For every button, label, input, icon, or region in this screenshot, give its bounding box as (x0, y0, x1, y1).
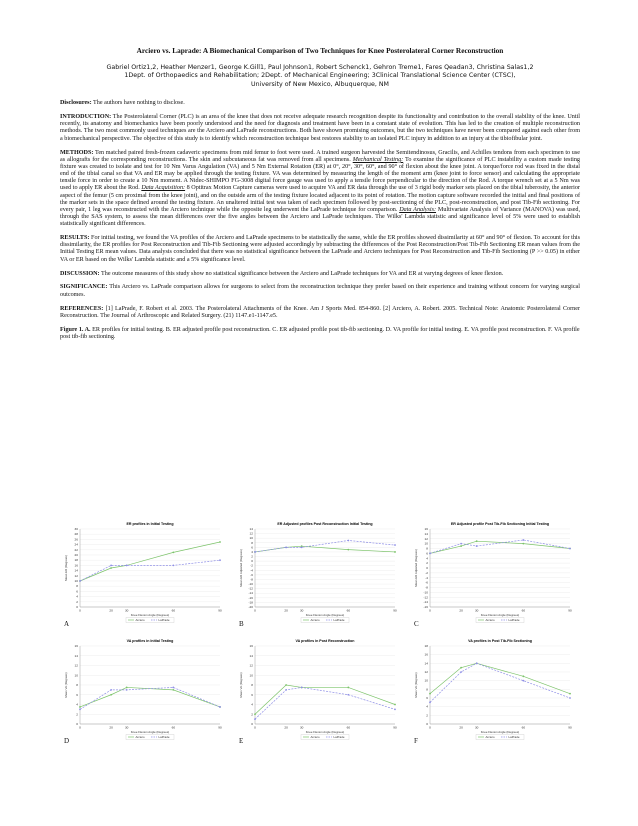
y-tick-label: -6 (425, 580, 428, 585)
series-line-laprade (430, 540, 570, 553)
chart-title: ER Adjusted profiles Post Reconstruction Initial Testing (277, 522, 373, 526)
data-point-arciero (394, 704, 396, 706)
y-tick-label: 10 (424, 541, 428, 546)
section-heading: DISCUSSION: (60, 270, 100, 277)
data-point-arciero (522, 675, 524, 677)
y-tick-label: 6 (426, 551, 428, 556)
legend-label: Arciero (310, 735, 320, 739)
chart-svg (235, 519, 405, 632)
significance-paragraph (60, 284, 580, 298)
x-tick-label: 60 (346, 608, 351, 613)
data-point-laprade (460, 671, 462, 673)
x-axis-label: Knee Flexion Angle (Degrees) (305, 613, 345, 617)
subheading-data-acquisition: Data Acquisition: (141, 185, 186, 192)
x-tick-label: 30 (124, 608, 129, 613)
y-tick-label: 12 (74, 573, 78, 578)
data-point-laprade (126, 565, 128, 567)
section-text: For initial testing, we found the VA profiles of the Arciero and LaPrade specimens to be statistically the same, while the ER profiles showed dissimilarity at 60° and 90° of flexion. To account for this dissimilarity, the ER profiles for Post Reconstruction and Tib-Fib Sectioning were adjusted accordingly by subtracting the differences of the Post Reconstruction/Post Tib-Fib Sectioning ER mean values from the Initial Testing ER mean values. Data analysis concluded that there was no statistical significance between the LaPrade and Arciero techniques for Post Reconstruction and Tib-Fib Sectioning (P >> 0.05) in either VA or ER based on the Wilks' Lambda statistic and a 5% significance level. (60, 235, 580, 263)
data-point-laprade (394, 544, 396, 546)
data-point-laprade (285, 689, 287, 691)
x-tick-label: 90 (568, 725, 572, 730)
data-point-laprade (110, 565, 112, 567)
y-tick-label: 14 (424, 531, 428, 536)
y-tick-label: 8 (251, 540, 253, 545)
section-heading: REFERENCES: (60, 305, 104, 312)
section-text: This Arciero vs. LaPrade comparison allows for surgeons to select from the reconstruction technique they prefer based on their experience and training without concern for varying surgical outcomes. (60, 284, 580, 298)
y-tick-label: 8 (76, 683, 78, 687)
data-point-laprade (522, 539, 524, 541)
data-point-laprade (429, 552, 431, 554)
x-tick-label: 90 (218, 608, 222, 613)
data-point-laprade (172, 565, 174, 567)
section-text: The authors have nothing to disclose. (91, 100, 185, 107)
chart-title: VA profiles in Initial Testing (126, 639, 174, 643)
data-point-arciero (460, 667, 462, 669)
paper-title: Arciero vs. Laprade: A Biomechanical Comparison of Two Techniques for Knee Posterolateral Corner Reconstruction (136, 46, 504, 55)
y-tick-label: 16 (249, 644, 253, 648)
data-point-arciero (569, 693, 571, 695)
legend-label: LaPrade (333, 735, 345, 739)
section-text: The Posterolateral Corner (PLC) is an area of the knee that does not receive adequate research recognition despite its functionality and contribution to the overall stability of the knee. Until recently, its anatomy and biomechanics have been poorly understood and the need for diagnosis and treatment have been in a constant state of evolution. This has led to the creation of multiple reconstruction methods. The two most commonly used techniques are the Arciero and LaPrade reconstructions. Both have shown promising outcomes, but the two techniques have never been compared against each other from a biomechanical perspective. The objective of this study is to identify which reconstruction technique best restores stability to an isolated PLC injury in addition to an injury at the tibiofibular joint. (60, 114, 580, 142)
y-tick-label: 2 (251, 554, 253, 559)
y-tick-label: 12 (424, 536, 428, 541)
x-tick-label: 0 (254, 725, 256, 730)
y-axis-label: Mean ER Adjusted (Degrees) (239, 549, 243, 587)
references-paragraph (60, 306, 580, 320)
y-tick-label: 4 (251, 702, 253, 707)
data-point-laprade (301, 687, 303, 689)
data-point-laprade (219, 706, 221, 708)
panel-letter: D (64, 737, 70, 745)
chart-svg (235, 636, 405, 749)
y-tick-label: 6 (251, 545, 253, 550)
data-point-arciero (254, 713, 256, 715)
x-tick-label: 30 (299, 608, 304, 613)
data-point-arciero (172, 689, 174, 691)
data-point-laprade (254, 551, 256, 553)
data-point-laprade (569, 697, 571, 699)
data-point-laprade (394, 708, 396, 710)
y-tick-label: 0 (426, 722, 428, 726)
chart-svg (410, 519, 580, 632)
data-point-laprade (301, 546, 303, 548)
section-heading: SIGNIFICANCE: (60, 284, 108, 291)
y-tick-label: -12 (248, 586, 253, 591)
y-tick-label: 30 (74, 527, 78, 531)
y-tick-label: -20 (248, 605, 253, 609)
introduction-paragraph (60, 114, 580, 143)
y-tick-label: -2 (425, 570, 428, 575)
x-tick-label: 60 (521, 725, 526, 730)
x-tick-label: 0 (79, 608, 81, 613)
x-tick-label: 30 (299, 725, 304, 730)
legend-label: Arciero (485, 735, 495, 739)
y-tick-label: 2 (426, 561, 428, 566)
legend-label: LaPrade (158, 618, 170, 622)
y-tick-label: 0 (76, 722, 78, 726)
x-tick-label: 0 (254, 608, 256, 613)
y-tick-label: -12 (423, 595, 428, 600)
y-tick-label: 6 (426, 696, 428, 700)
legend-label: Arciero (135, 618, 145, 622)
y-tick-label: 10 (424, 678, 428, 683)
author-block (60, 64, 580, 89)
data-point-laprade (569, 548, 571, 550)
section-heading: RESULTS: (60, 235, 90, 242)
legend-label: LaPrade (333, 618, 345, 622)
x-tick-label: 90 (218, 725, 222, 730)
legend-label: Arciero (135, 735, 145, 739)
data-point-arciero (110, 567, 112, 569)
x-tick-label: 30 (124, 725, 129, 730)
x-tick-label: 20 (284, 608, 288, 613)
data-point-arciero (126, 687, 128, 689)
data-point-arciero (285, 684, 287, 686)
y-tick-label: 4 (426, 704, 428, 709)
y-tick-label: 20 (74, 553, 78, 557)
x-tick-label: 20 (459, 608, 463, 613)
chart-svg (60, 519, 230, 632)
section-heading: METHODS: (60, 149, 94, 156)
methods-paragraph (60, 150, 580, 229)
data-point-laprade (110, 689, 112, 691)
data-point-laprade (219, 559, 221, 561)
y-tick-label: -4 (425, 575, 428, 580)
y-tick-label: 6 (76, 589, 78, 594)
legend-label: LaPrade (508, 618, 520, 622)
y-tick-label: 10 (249, 536, 253, 541)
x-tick-label: 0 (429, 608, 431, 613)
chart-panel-b (235, 519, 405, 632)
x-tick-label: 20 (109, 608, 113, 613)
data-point-arciero (460, 545, 462, 547)
subheading-data-analysis: Data Analysis: (399, 206, 437, 213)
y-tick-label: 8 (251, 683, 253, 687)
x-tick-label: 0 (79, 725, 81, 730)
y-tick-label: -2 (250, 563, 253, 568)
y-axis-label: Mean ER (Degrees) (64, 555, 68, 581)
y-tick-label: 22 (74, 547, 78, 552)
data-point-laprade (460, 543, 462, 545)
y-tick-label: -16 (248, 595, 253, 600)
chart-svg (410, 636, 580, 749)
y-tick-label: 0 (251, 559, 253, 564)
y-tick-label: 18 (74, 558, 78, 563)
y-tick-label: 2 (426, 713, 428, 718)
y-tick-label: 18 (424, 644, 428, 648)
y-tick-label: -8 (250, 577, 253, 582)
y-axis-label: Mean VA (Degrees) (414, 672, 418, 698)
data-point-arciero (429, 693, 431, 695)
section-text: Ten matched paired fresh-frozen cadaveric specimens from mid femur to foot were used. A trained surgeon harvested the Semitendinosus, Gracilis, and Achilles tendons from each specimen to use as allografts for the corresponding reconstructions. The skin and subcutaneous fat was removed from all specimens. (60, 149, 580, 163)
x-tick-label: 20 (109, 725, 113, 730)
panel-letter: E (239, 737, 244, 745)
data-point-arciero (219, 541, 221, 543)
y-tick-label: 2 (251, 712, 253, 717)
chart-panel-d (60, 636, 230, 749)
data-point-arciero (476, 540, 478, 542)
section-text: To examine the significance of PLC instability a custom made testing fixture was created to isolate and test for 10 Nm Varus Angulation (VA) and 5 Nm External Rotation (ER) at 0°, 20°, 30°, 60°, and 90° of flexion about the knee joint. A torque/force rod was fixed in the distal end of the tibial canal so that VA and ER may be applied through the testing fixture. VA was determined by measuring the length of the moment arm (knee joint to force sensor) and calculating the appropriate tensile force in order to create a 10 Nm moment. A Nidec-SHIMPO FG-3008 digital force gauge was used to apply a tensile force perpendicular to the direction of the Rod. A torque wrench set at a 5 Nm was used to apply ER about the Rod. (60, 156, 580, 192)
data-point-arciero (172, 552, 174, 554)
y-tick-label: 12 (74, 663, 78, 668)
section-text: [1] LaPrade, F. Robert et al. 2003. The Posterolateral Attachments of the Knee. Am J Sports Med. 854-860. [2] Arciero, A. Robert. 2005. Technical Note: Anatomic Posterolateral Corner Reconstruction. The Journal of Arthroscopic and Related Surgery. (21) 1147.e1-1147.e5. (60, 305, 580, 319)
institution: University of New Mexico, Albuquerque, NM (251, 80, 389, 88)
y-tick-label: 8 (76, 584, 78, 589)
data-point-laprade (254, 718, 256, 720)
series-line-laprade (430, 663, 570, 702)
legend-label: Arciero (310, 618, 320, 622)
y-tick-label: -18 (248, 600, 253, 605)
panel-letter: F (414, 737, 418, 745)
legend-label: LaPrade (158, 735, 170, 739)
section-text: The outcome measures of this study show no statistical significance between the Arciero and LaPrade techniques for VA and ER at varying degrees of knee flexion. (99, 270, 504, 277)
y-tick-label: 0 (76, 605, 78, 609)
y-tick-label: 4 (76, 594, 78, 599)
panel-letter: B (239, 620, 244, 628)
y-tick-label: -4 (250, 568, 253, 573)
y-tick-label: 14 (74, 568, 78, 573)
y-tick-label: 14 (249, 653, 253, 658)
y-tick-label: 12 (424, 670, 428, 674)
legend-label: LaPrade (508, 735, 520, 739)
x-axis-label: Knee Flexion Angle (Degrees) (480, 613, 520, 617)
data-point-laprade (476, 545, 478, 547)
y-axis-label: Mean VA (Degrees) (64, 672, 68, 698)
data-point-laprade (522, 680, 524, 682)
y-tick-label: 16 (424, 527, 428, 531)
section-text: 8 Optitrax Motion Capture cameras were used to acquire VA and ER data through the use of 3 rigid body marker sets placed on the tibial tuberosity, the anterior aspect of the femur (5 cm proximal from the knee joint), and on the outside arm of the testing fixture located adjacent to its point of rotation. The motion capture software recorded the initial and final positions of the marker sets in the space defined around the testing fixture. An unaltered initial test was taken of each specimen followed by post-sectioning of the PLC, post-reconstruction, and post Tib-Fib sectioning. For every pair, 1 leg was reconstructed with the Arciero technique while the opposite leg underwent the LaPrade technique for comparison. (60, 185, 580, 213)
results-paragraph (60, 235, 580, 264)
subheading-mechanical-testing: Mechanical Testing: (352, 156, 404, 163)
section-text: Multivariate Analysis of Variance (MANOVA) was used, through the SAS system, to assess the mean differences over the five angles between the Arciero and LaPrade techniques. The Wilks' Lambda statistic and significance level of 5% were used to establish statistically significant differences. (60, 206, 580, 228)
y-tick-label: 16 (74, 644, 78, 648)
y-tick-label: 4 (251, 549, 253, 554)
data-point-arciero (394, 551, 396, 553)
y-tick-label: 4 (76, 702, 78, 707)
y-tick-label: 2 (76, 712, 78, 717)
y-tick-label: 10 (249, 673, 253, 678)
paper-body (60, 46, 580, 344)
chart-title: VA profiles in Post Reconstruction (295, 639, 355, 643)
y-tick-label: -16 (423, 605, 428, 609)
y-tick-label: -6 (250, 572, 253, 577)
data-point-laprade (285, 546, 287, 548)
data-point-laprade (126, 689, 128, 691)
y-tick-label: 10 (74, 579, 78, 583)
discussion-paragraph (60, 271, 580, 278)
chart-panel-c (410, 519, 580, 632)
x-tick-label: 90 (393, 608, 397, 613)
y-axis-label: Mean VA (Degrees) (239, 672, 243, 698)
x-tick-label: 30 (474, 725, 479, 730)
disclosures-paragraph (60, 100, 580, 107)
panel-letter: C (414, 620, 419, 628)
y-tick-label: 8 (426, 546, 428, 551)
data-point-laprade (79, 708, 81, 710)
data-point-arciero (110, 694, 112, 696)
x-tick-label: 60 (346, 725, 351, 730)
series-line-laprade (255, 540, 395, 551)
y-tick-label: 16 (74, 563, 78, 568)
data-point-laprade (476, 662, 478, 664)
data-point-laprade (347, 540, 349, 542)
data-point-arciero (79, 706, 81, 708)
y-tick-label: 8 (426, 687, 428, 692)
y-tick-label: 0 (426, 566, 428, 570)
y-tick-label: -10 (248, 582, 253, 587)
y-tick-label: 14 (249, 527, 253, 531)
y-tick-label: 6 (76, 692, 78, 697)
x-tick-label: 90 (393, 725, 397, 730)
y-tick-label: 14 (424, 661, 428, 666)
y-tick-label: 4 (426, 556, 428, 561)
x-axis-label: Knee Flexion Angle (Degrees) (480, 730, 520, 734)
y-tick-label: -8 (425, 585, 428, 590)
chart-panel-f (410, 636, 580, 749)
y-tick-label: 14 (74, 653, 78, 658)
x-tick-label: 30 (474, 608, 479, 613)
x-tick-label: 60 (521, 608, 526, 613)
series-line-arciero (255, 685, 395, 714)
chart-svg (60, 636, 230, 749)
y-tick-label: 26 (74, 537, 78, 542)
y-tick-label: 24 (74, 542, 78, 547)
chart-panel-e (235, 636, 405, 749)
y-tick-label: 10 (74, 673, 78, 678)
x-tick-label: 60 (171, 725, 176, 730)
data-point-arciero (347, 687, 349, 689)
x-axis-label: Knee Flexion Angle (Degrees) (305, 730, 345, 734)
data-point-laprade (429, 701, 431, 703)
y-tick-label: 2 (76, 599, 78, 604)
figure-caption (60, 327, 580, 341)
y-tick-label: 16 (424, 652, 428, 657)
data-point-laprade (347, 694, 349, 696)
panel-letter: A (64, 620, 70, 628)
x-tick-label: 20 (284, 725, 288, 730)
chart-panel-a (60, 519, 230, 632)
x-tick-label: 90 (568, 608, 572, 613)
data-point-laprade (79, 580, 81, 582)
chart-title: ER Adjusted profile Post Tib-Fib Sectioning Initial Testing (450, 522, 550, 526)
y-tick-label: 28 (74, 532, 78, 537)
x-tick-label: 20 (459, 725, 463, 730)
caption-heading: Figure 1. A. (60, 326, 91, 333)
data-point-arciero (522, 543, 524, 545)
affiliations: 1Dept. of Orthopaedics and Rehabilitation; 2Dept. of Mechanical Engineering; 3Clinical Translational Science Center (CTSC), (124, 72, 516, 80)
x-tick-label: 0 (429, 725, 431, 730)
author-list: Gabriel Ortiz1,2, Heather Menzer1, George K.Gill1, Paul Johnson1, Robert Schenck1, Gehron Treme1, Fares Qeadan3, Christina Salas1,2 (106, 64, 534, 71)
y-axis-label: Mean ER Adjusted (Degrees) (414, 549, 418, 587)
series-line-arciero (80, 687, 220, 707)
legend-label: Arciero (485, 618, 495, 622)
x-tick-label: 60 (171, 608, 176, 613)
data-point-arciero (347, 549, 349, 551)
section-heading: Disclosures: (60, 100, 92, 107)
y-tick-label: 12 (249, 663, 253, 668)
series-line-arciero (80, 542, 220, 581)
y-tick-label: 12 (249, 531, 253, 536)
y-tick-label: -10 (423, 590, 428, 595)
y-tick-label: -14 (248, 591, 253, 596)
x-axis-label: Knee Flexion Angle (Degrees) (130, 613, 170, 617)
chart-title: ER profiles in Initial Testing (126, 522, 174, 526)
y-tick-label: -14 (423, 600, 428, 605)
chart-title: VA profiles in Post Tib-Fib Sectioning (468, 639, 532, 643)
x-axis-label: Knee Flexion Angle (Degrees) (130, 730, 170, 734)
data-point-laprade (172, 687, 174, 689)
y-tick-label: 6 (251, 692, 253, 697)
figure-panels (60, 519, 580, 749)
y-tick-label: 0 (251, 722, 253, 726)
caption-text: ER profiles for initial testing. B. ER adjusted profile post reconstruction. C. ER adjusted profile post tib-fib sectioning. D. VA profile for initial testing. E. VA profile post reconstruction. F. VA profile post tib-fib sectioning. (60, 326, 580, 340)
section-heading: INTRODUCTION: (60, 114, 112, 121)
series-line-arciero (430, 663, 570, 693)
